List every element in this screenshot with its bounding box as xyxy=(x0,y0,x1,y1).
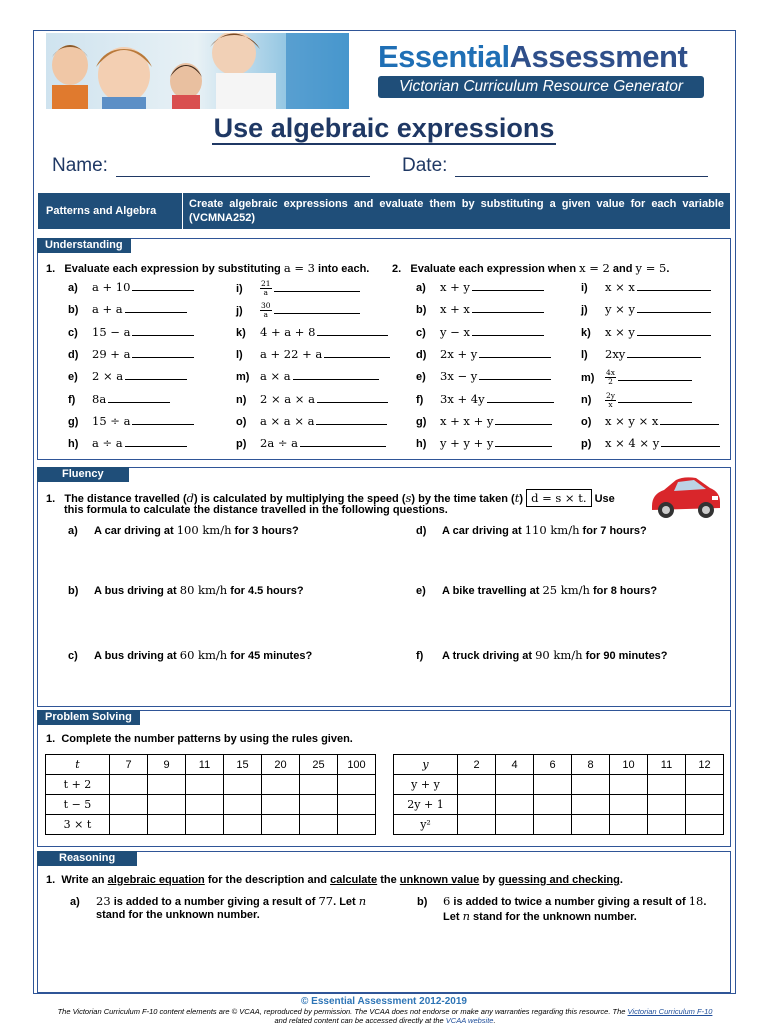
table-value-header: 12 xyxy=(686,755,724,775)
answer-cell[interactable] xyxy=(534,795,572,815)
answer-cell[interactable] xyxy=(224,795,262,815)
answer-blank[interactable] xyxy=(125,303,187,313)
answer-blank[interactable] xyxy=(479,348,551,358)
answer-cell[interactable] xyxy=(648,815,686,835)
expression-item xyxy=(68,392,170,406)
item-label: h) xyxy=(68,438,79,451)
answer-cell[interactable] xyxy=(148,775,186,795)
answer-cell[interactable] xyxy=(648,795,686,815)
table-value-header: 4 xyxy=(496,755,534,775)
expression: a ÷ a xyxy=(92,436,123,451)
expression: 3x + 4y xyxy=(440,391,485,406)
fluency-intro: 1. The distance travelled (d) is calculated by multiplying the speed (s) by the time taken (t) d = s × t. Use xyxy=(46,491,615,505)
item-label: g) xyxy=(416,415,427,428)
answer-blank[interactable] xyxy=(132,348,194,358)
expression-item xyxy=(581,302,711,316)
expression: $\frac{4x}{2}$ xyxy=(606,368,616,387)
answer-cell[interactable] xyxy=(534,815,572,835)
name-field[interactable]: Name: xyxy=(52,155,370,177)
expression-item xyxy=(416,302,544,316)
expression: 2 × a × a xyxy=(260,391,315,406)
answer-cell[interactable] xyxy=(534,775,572,795)
answer-cell[interactable] xyxy=(610,815,648,835)
answer-cell[interactable] xyxy=(338,795,376,815)
expression: y − x xyxy=(440,324,470,339)
understanding-q2: 2. Evaluate each expression when x = 2 and y = 5. xyxy=(392,261,670,275)
table-variable-header: y xyxy=(394,755,458,775)
item-label: n) xyxy=(236,393,247,406)
expression-item xyxy=(236,414,387,428)
item-label: c) xyxy=(416,326,426,339)
table-value-header: 100 xyxy=(338,755,376,775)
answer-cell[interactable] xyxy=(186,815,224,835)
expression-item xyxy=(236,347,390,361)
expression-item xyxy=(236,280,360,297)
answer-blank[interactable] xyxy=(132,326,194,336)
table-rule: y² xyxy=(394,815,458,835)
answer-cell[interactable] xyxy=(458,775,496,795)
expression: a + a xyxy=(92,302,123,317)
expression-item xyxy=(581,325,711,339)
expression: 29 + a xyxy=(92,346,131,361)
answer-blank[interactable] xyxy=(293,370,379,380)
table-value-header: 2 xyxy=(458,755,496,775)
expression: a × a × a xyxy=(260,413,315,428)
item-label: d) xyxy=(416,348,427,361)
table-value-header: 6 xyxy=(534,755,572,775)
answer-cell[interactable] xyxy=(572,815,610,835)
expression: 8a xyxy=(92,391,107,406)
problem-solving-q1: 1. Complete the number patterns by using the rules given. xyxy=(46,733,353,745)
table-value-header: 20 xyxy=(262,755,300,775)
topic-bar xyxy=(38,193,730,229)
expression: a + 10 xyxy=(92,280,131,294)
expression: y + y + y xyxy=(440,436,494,451)
answer-cell[interactable] xyxy=(262,795,300,815)
expression-item xyxy=(416,280,544,294)
item-label: b) xyxy=(416,304,427,317)
answer-cell[interactable] xyxy=(572,775,610,795)
answer-blank[interactable] xyxy=(637,281,711,291)
item-label: a) xyxy=(416,282,426,294)
expression: x × y × x xyxy=(605,413,659,428)
answer-cell[interactable] xyxy=(262,815,300,835)
expression: x + x + y xyxy=(440,413,494,428)
brand-subtitle: Victorian Curriculum Resource Generator xyxy=(378,76,704,98)
item-label: c) xyxy=(68,326,78,339)
table-rule: t − 5 xyxy=(46,795,110,815)
fluency-question: c) A bus driving at 60 km/h for 45 minutes? xyxy=(68,648,313,662)
table-value-header: 11 xyxy=(186,755,224,775)
date-field[interactable]: Date: xyxy=(402,155,708,177)
answer-cell[interactable] xyxy=(224,775,262,795)
item-label: p) xyxy=(236,438,247,451)
expression: x × y xyxy=(605,324,635,339)
answer-blank[interactable] xyxy=(627,348,701,358)
answer-cell[interactable] xyxy=(496,795,534,815)
item-label: i) xyxy=(236,282,243,295)
table-value-header: 9 xyxy=(148,755,186,775)
expression-item xyxy=(416,325,544,339)
answer-blank[interactable] xyxy=(316,415,387,425)
answer-cell[interactable] xyxy=(686,795,724,815)
item-label: l) xyxy=(236,348,243,361)
expression-item xyxy=(68,325,194,339)
expression: $\frac{2y}{x}$ xyxy=(606,390,616,409)
item-label: i) xyxy=(581,282,588,294)
pattern-table-t xyxy=(45,754,376,835)
answer-cell[interactable] xyxy=(610,775,648,795)
expression-item xyxy=(236,436,386,450)
table-rule: 3 × t xyxy=(46,815,110,835)
expression-item xyxy=(416,369,551,383)
item-label: m) xyxy=(236,371,250,384)
expression: x × x xyxy=(605,280,635,294)
expression-item xyxy=(581,369,692,386)
expression: 2x + y xyxy=(440,346,478,361)
expression: $\frac{21}{a}$ xyxy=(261,279,271,297)
victorian-curriculum-link[interactable]: Victorian Curriculum F-10 xyxy=(627,1007,713,1016)
item-label: o) xyxy=(236,415,247,428)
answer-cell[interactable] xyxy=(610,795,648,815)
table-value-header: 8 xyxy=(572,755,610,775)
item-label: e) xyxy=(416,371,426,384)
answer-cell[interactable] xyxy=(338,775,376,795)
expression-item xyxy=(581,436,720,450)
expression-item xyxy=(236,369,379,383)
understanding-tag: Understanding xyxy=(37,238,131,253)
strand-label: Patterns and Algebra xyxy=(38,193,183,229)
table-value-header: 15 xyxy=(224,755,262,775)
expression: a + 22 + a xyxy=(260,346,323,361)
item-label: e) xyxy=(68,371,78,384)
answer-cell[interactable] xyxy=(458,795,496,815)
table-value-header: 10 xyxy=(610,755,648,775)
reasoning-q1: 1. Write an algebraic equation for the description and calculate the unknown value by guessing and checking. xyxy=(46,874,623,886)
expression-item xyxy=(236,392,388,406)
expression: x + x xyxy=(440,302,470,317)
answer-cell[interactable] xyxy=(300,815,338,835)
answer-cell[interactable] xyxy=(148,815,186,835)
answer-blank[interactable] xyxy=(637,326,711,336)
copyright: © Essential Assessment 2012-2019 xyxy=(301,996,467,1007)
answer-blank[interactable] xyxy=(472,303,544,313)
expression: $\frac{30}{a}$ xyxy=(261,301,271,320)
expression: x × 4 × y xyxy=(605,436,660,451)
item-label: o) xyxy=(581,415,592,428)
expression-item xyxy=(416,414,552,428)
answer-blank[interactable] xyxy=(274,282,360,292)
fluency-question: a) A car driving at 100 km/h for 3 hours? xyxy=(68,523,299,537)
item-label: h) xyxy=(416,438,427,451)
item-label: j) xyxy=(236,304,243,317)
answer-blank[interactable] xyxy=(132,415,194,425)
answer-cell[interactable] xyxy=(338,815,376,835)
answer-cell[interactable] xyxy=(110,775,148,795)
item-label: k) xyxy=(581,326,591,339)
answer-blank[interactable] xyxy=(324,348,390,358)
fluency-tag: Fluency xyxy=(37,467,129,482)
answer-blank[interactable] xyxy=(125,437,187,447)
brand-wordmark: EssentialAssessment xyxy=(378,39,688,74)
expression-item xyxy=(236,302,360,319)
problem-solving-tag: Problem Solving xyxy=(37,710,140,725)
brand-logo xyxy=(378,40,708,98)
expression: a × a xyxy=(260,369,291,384)
expression-item xyxy=(581,280,711,294)
answer-blank[interactable] xyxy=(317,326,388,336)
date-line[interactable] xyxy=(455,159,708,177)
reasoning-qa-line2: stand for the unknown number. xyxy=(96,909,260,921)
fluency-question: e) A bike travelling at 25 km/h for 8 hours? xyxy=(416,583,658,597)
expression: x + y xyxy=(440,280,470,294)
table-value-header: 25 xyxy=(300,755,338,775)
reasoning-qb-line2: Let n stand for the unknown number. xyxy=(443,909,637,923)
expression-item xyxy=(416,392,554,406)
answer-cell[interactable] xyxy=(300,795,338,815)
legal-notice: The Victorian Curriculum F-10 content elements are © VCAA, reproduced by permission. The VCAA does not endorse or make any warranties regarding this resource. The Victorian Curriculum F-10 and related content can be accessed directly at the VCAA website. xyxy=(57,1007,713,1024)
expression: 2a ÷ a xyxy=(260,436,298,451)
expression-item xyxy=(68,414,194,428)
answer-cell[interactable] xyxy=(458,815,496,835)
table-value-header: 11 xyxy=(648,755,686,775)
answer-blank[interactable] xyxy=(637,303,711,313)
answer-cell[interactable] xyxy=(496,815,534,835)
answer-blank[interactable] xyxy=(487,393,554,403)
expression-item xyxy=(416,347,551,361)
expression-item xyxy=(68,369,187,383)
answer-cell[interactable] xyxy=(496,775,534,795)
pattern-table-y xyxy=(393,754,724,835)
item-label: b) xyxy=(68,304,79,317)
expression: 2 × a xyxy=(92,369,124,384)
expression-item xyxy=(68,302,187,316)
expression: y × y xyxy=(605,302,635,317)
expression-item xyxy=(581,414,719,428)
answer-blank[interactable] xyxy=(125,370,187,380)
fluency-question: f) A truck driving at 90 km/h for 90 minutes? xyxy=(416,648,668,662)
answer-cell[interactable] xyxy=(262,775,300,795)
vcaa-website-link[interactable]: VCAA website xyxy=(445,1016,494,1024)
expression-item xyxy=(68,347,194,361)
page-title: Use algebraic expressions xyxy=(213,113,555,143)
answer-cell[interactable] xyxy=(572,795,610,815)
expression: 3x − y xyxy=(440,369,478,384)
answer-blank[interactable] xyxy=(472,326,544,336)
answer-cell[interactable] xyxy=(224,815,262,835)
answer-blank[interactable] xyxy=(495,415,552,425)
answer-blank[interactable] xyxy=(479,370,551,380)
reasoning-qa: a) 23 is added to a number giving a result of 77. Let n xyxy=(70,894,367,908)
answer-cell[interactable] xyxy=(148,795,186,815)
fluency-intro-line2: this formula to calculate the distance travelled in the following questions. xyxy=(64,504,448,516)
expression-item xyxy=(416,436,552,450)
expression-item xyxy=(581,347,701,361)
expression-item xyxy=(581,392,692,409)
item-label: a) xyxy=(68,282,78,294)
answer-blank[interactable] xyxy=(618,371,692,381)
answer-blank[interactable] xyxy=(274,304,360,314)
table-rule: t + 2 xyxy=(46,775,110,795)
answer-cell[interactable] xyxy=(300,775,338,795)
expression-item xyxy=(68,280,194,294)
expression: 15 − a xyxy=(92,324,131,339)
understanding-q1: 1. Evaluate each expression by substituting a = 3 into each. xyxy=(46,261,370,275)
expression-item xyxy=(236,325,388,339)
answer-blank[interactable] xyxy=(472,281,544,291)
reasoning-tag: Reasoning xyxy=(37,851,137,866)
item-label: k) xyxy=(236,326,246,339)
answer-blank[interactable] xyxy=(300,437,386,447)
fluency-question: d) A car driving at 110 km/h for 7 hours? xyxy=(416,523,647,537)
expression: 2xy xyxy=(605,346,626,361)
answer-blank[interactable] xyxy=(317,393,388,403)
reasoning-qb: b) 6 is added to twice a number giving a result of 18. xyxy=(417,894,707,908)
answer-cell[interactable] xyxy=(686,815,724,835)
answer-cell[interactable] xyxy=(110,815,148,835)
answer-blank[interactable] xyxy=(661,437,720,447)
item-label: m) xyxy=(581,371,595,384)
item-label: j) xyxy=(581,304,588,317)
header-photo xyxy=(46,33,349,109)
content-descriptor: Create algebraic expressions and evaluate them by substituting a given value for each variable (VCMNA252) xyxy=(189,198,724,224)
item-label: p) xyxy=(581,438,592,451)
expression-item xyxy=(68,436,187,450)
name-line[interactable] xyxy=(116,159,370,177)
item-label: f) xyxy=(68,393,76,406)
answer-cell[interactable] xyxy=(110,795,148,815)
fluency-question: b) A bus driving at 80 km/h for 4.5 hours? xyxy=(68,583,304,597)
answer-blank[interactable] xyxy=(660,415,719,425)
answer-cell[interactable] xyxy=(648,775,686,795)
distance-formula: d = s × t. xyxy=(526,489,591,507)
item-label: l) xyxy=(581,348,588,361)
answer-cell[interactable] xyxy=(686,775,724,795)
table-variable-header: t xyxy=(46,755,110,775)
answer-blank[interactable] xyxy=(618,393,692,403)
answer-blank[interactable] xyxy=(108,393,170,403)
answer-cell[interactable] xyxy=(186,795,224,815)
expression: 4 + a + 8 xyxy=(260,324,316,339)
car-icon xyxy=(648,472,722,525)
answer-cell[interactable] xyxy=(186,775,224,795)
table-rule: y + y xyxy=(394,775,458,795)
item-label: g) xyxy=(68,415,79,428)
item-label: d) xyxy=(68,348,79,361)
answer-blank[interactable] xyxy=(132,281,194,291)
item-label: f) xyxy=(416,393,424,406)
table-value-header: 7 xyxy=(110,755,148,775)
item-label: n) xyxy=(581,394,592,406)
expression: 15 ÷ a xyxy=(92,413,131,428)
table-rule: 2y + 1 xyxy=(394,795,458,815)
answer-blank[interactable] xyxy=(495,437,552,447)
